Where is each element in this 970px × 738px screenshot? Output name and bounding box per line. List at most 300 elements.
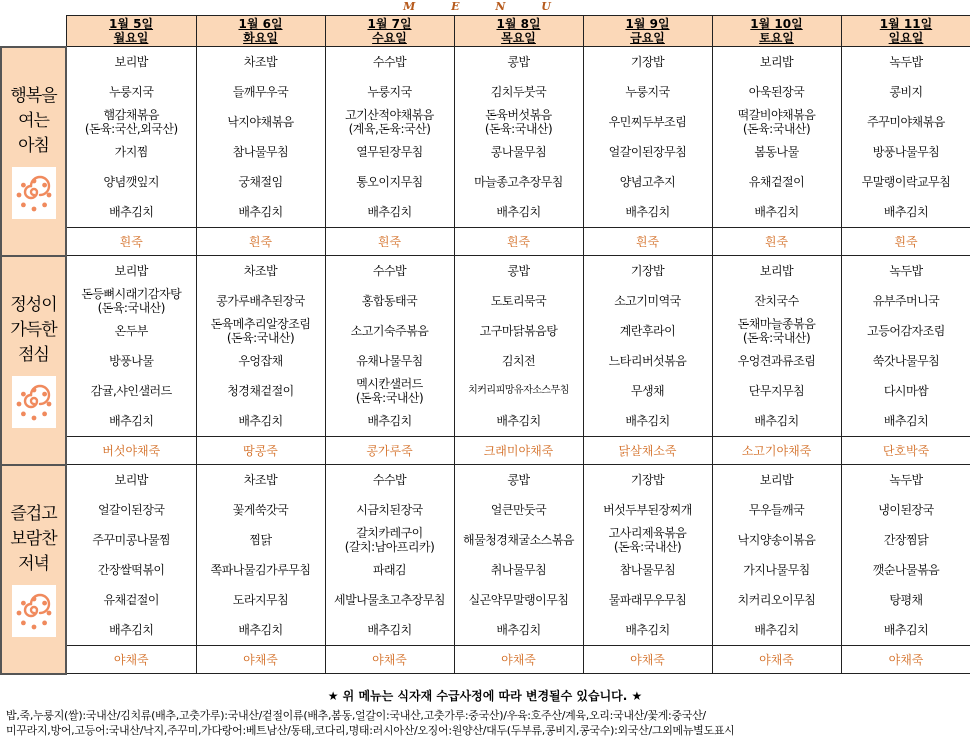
- day-date: 1월 8일: [496, 17, 541, 31]
- menu-cell: [841, 47, 970, 228]
- dish-name: 열무된장무침: [356, 145, 423, 159]
- menu-item: [713, 495, 841, 525]
- dish-name: 얼갈이된장국: [97, 503, 165, 517]
- extra-row: [1, 228, 970, 256]
- dish-name: 고구마닭볶음탕: [479, 324, 558, 338]
- menu-item: [584, 197, 712, 227]
- menu-item: [197, 316, 325, 346]
- porridge-item: 흰죽: [454, 228, 583, 256]
- dish-name: 도토리묵국: [490, 294, 547, 308]
- menu-item: [455, 316, 583, 346]
- dish-name: 참나물무침: [619, 563, 676, 577]
- menu-item: [584, 137, 712, 167]
- meal-name-line: 저녁: [18, 553, 49, 574]
- menu-item: [67, 495, 196, 525]
- menu-item: [67, 77, 196, 107]
- menu-item: [197, 197, 325, 227]
- porridge-item: 야채죽: [712, 646, 841, 674]
- meal-row: [1, 47, 970, 228]
- porridge-item: 크래미야채죽: [454, 437, 583, 465]
- dish-name: 꽃게쑥갓국: [232, 503, 289, 517]
- menu-item: [67, 585, 196, 615]
- dish-name: 떡갈비야채볶음: [737, 108, 816, 122]
- dish-name: 가지찜: [114, 145, 148, 159]
- meal-label-cell: [1, 256, 66, 465]
- day-weekday: 목요일: [501, 31, 536, 45]
- menu-item: [197, 555, 325, 585]
- menu-item: [67, 555, 196, 585]
- dish-name: 수수밥: [372, 55, 407, 69]
- day-header: [66, 16, 196, 47]
- menu-item: [455, 286, 583, 316]
- day-weekday: 일요일: [888, 31, 924, 45]
- menu-item: [713, 555, 841, 585]
- menu-item: [197, 465, 325, 495]
- dish-name: 잔치국수: [754, 294, 799, 308]
- menu-item: [713, 197, 841, 227]
- origin-line: 밥,죽,누룽지(쌀):국내산/김치류(배추,고춧가루):국내산/겉절이류(배추,봄동,얼갈이:국내산,고춧가루:중국산)/우육:호주산/계육,오리:국내산/꽃게:중국산/: [6, 709, 706, 722]
- dish-name: 배추김치: [754, 205, 799, 219]
- dish-name: 소고기숙주볶음: [350, 324, 429, 338]
- menu-item: [713, 615, 841, 645]
- menu-item: [584, 585, 712, 615]
- menu-item: [197, 376, 325, 406]
- dish-name: 우민찌두부조림: [608, 115, 687, 129]
- porridge-item: 흰죽: [583, 228, 712, 256]
- dish-name: 주꾸미콩나물찜: [92, 533, 171, 547]
- dish-name: 배추김치: [238, 414, 283, 428]
- menu-cell: [712, 47, 841, 228]
- meal-name-line: 행복을: [10, 85, 57, 106]
- dish-name: 배추김치: [109, 623, 154, 637]
- porridge-item: 땅콩죽: [196, 437, 325, 465]
- menu-item: [67, 197, 196, 227]
- menu-cell: [66, 256, 196, 437]
- dish-name: 물파래무우무침: [608, 593, 687, 607]
- menu-item: [842, 465, 970, 495]
- dish-name: 배추김치: [883, 205, 929, 219]
- porridge-item: 버섯야채죽: [66, 437, 196, 465]
- menu-item: [584, 615, 712, 645]
- menu-item: [67, 376, 196, 406]
- menu-item: [842, 77, 970, 107]
- dish-name: 돈채마늘종볶음: [737, 317, 816, 331]
- menu-item: [67, 167, 196, 197]
- dish-name: 소고기미역국: [614, 294, 681, 308]
- menu-cell: [583, 465, 712, 646]
- menu-item: [584, 107, 712, 137]
- dish-name: 배추김치: [109, 414, 154, 428]
- dish-name: 수수밥: [372, 264, 407, 278]
- meal-name-line: 즐겁고: [10, 503, 57, 524]
- menu-item: [842, 286, 970, 316]
- dish-name: 참나물무침: [232, 145, 289, 159]
- dish-name: 계란후라이: [619, 324, 676, 338]
- porridge-item: 흰죽: [196, 228, 325, 256]
- menu-item: [713, 406, 841, 436]
- menu-item: [842, 316, 970, 346]
- menu-item: [197, 137, 325, 167]
- dish-name: 보리밥: [759, 55, 794, 69]
- menu-item: [842, 107, 970, 137]
- menu-item: [67, 286, 196, 316]
- dish-name: 기장밥: [630, 55, 665, 69]
- menu-item: [197, 585, 325, 615]
- dish-name: 냉이된장국: [878, 503, 934, 517]
- day-header: [583, 16, 712, 47]
- dish-origin: (돈육:국내산): [484, 122, 553, 136]
- menu-item: [584, 376, 712, 406]
- day-header: [454, 16, 583, 47]
- meal-row: [1, 256, 970, 437]
- dish-name: 콩밥: [507, 55, 530, 69]
- dish-name: 통오이지무침: [356, 175, 423, 189]
- dish-name: 방풍나물: [109, 354, 154, 368]
- dish-origin: (갈치:남아프리카): [344, 540, 435, 554]
- menu-cell: [712, 256, 841, 437]
- dish-name: 보리밥: [759, 264, 794, 278]
- day-date: 1월 11일: [879, 17, 933, 31]
- dish-name: 다시마쌈: [883, 384, 929, 398]
- extra-row: [1, 437, 970, 465]
- dish-origin: (돈육:국내산): [742, 122, 811, 136]
- dish-name: 우엉잡채: [238, 354, 283, 368]
- porridge-item: 야채죽: [841, 646, 970, 674]
- menu-item: [455, 346, 583, 376]
- menu-item: [713, 47, 841, 77]
- menu-item: [326, 256, 454, 286]
- menu-item: [326, 376, 454, 406]
- menu-item: [67, 465, 196, 495]
- dish-name: 누룽지국: [367, 85, 412, 99]
- corner-cell: [1, 16, 66, 47]
- menu-item: [842, 406, 970, 436]
- menu-cell: [583, 256, 712, 437]
- menu-item: [326, 197, 454, 227]
- day-weekday: 월요일: [113, 31, 149, 45]
- menu-item: [67, 47, 196, 77]
- menu-cell: [66, 47, 196, 228]
- menu-item: [713, 376, 841, 406]
- day-header: [712, 16, 841, 47]
- menu-item: [326, 137, 454, 167]
- menu-item: [326, 286, 454, 316]
- porridge-item: 야채죽: [583, 646, 712, 674]
- day-date: 1월 7일: [367, 17, 412, 31]
- menu-item: [584, 47, 712, 77]
- menu-item: [455, 555, 583, 585]
- dish-name: 김치전: [501, 354, 536, 368]
- dish-name: 보리밥: [114, 55, 148, 69]
- menu-item: [713, 316, 841, 346]
- menu-item: [455, 376, 583, 406]
- dish-name: 돈등뼈시래기감자탕: [81, 287, 182, 301]
- dish-name: 보리밥: [114, 264, 148, 278]
- menu-item: [455, 585, 583, 615]
- menu-item: [842, 346, 970, 376]
- menu-item: [326, 525, 454, 555]
- dish-name: 유부주머니국: [872, 294, 940, 308]
- dish-name: 배추김치: [883, 414, 929, 428]
- menu-item: [326, 615, 454, 645]
- dish-origin: (돈육:국내산): [226, 331, 295, 345]
- menu-item: [67, 107, 196, 137]
- menu-item: [455, 197, 583, 227]
- meal-name: [2, 293, 65, 368]
- dish-name: 배추김치: [754, 414, 799, 428]
- meal-name-line: 여는: [18, 110, 49, 131]
- menu-item: [584, 167, 712, 197]
- origin-info: [6, 708, 968, 738]
- dish-name: 취나물무침: [490, 563, 547, 577]
- dish-name: 도라지무침: [232, 593, 289, 607]
- menu-item: [326, 167, 454, 197]
- menu-cell: [454, 47, 583, 228]
- dish-name: 세발나물초고추장무침: [334, 593, 445, 607]
- menu-item: [842, 555, 970, 585]
- dish-name: 차조밥: [243, 473, 278, 487]
- dish-name: 마늘종고추장무침: [474, 175, 563, 189]
- dish-name: 배추김치: [496, 205, 541, 219]
- dish-name: 배추김치: [754, 623, 799, 637]
- dish-name: 깻순나물볶음: [872, 563, 940, 577]
- dish-name: 봄동나물: [754, 145, 799, 159]
- dish-name: 차조밥: [243, 264, 278, 278]
- extra-row: [1, 646, 970, 674]
- dish-name: 배추김치: [496, 623, 541, 637]
- menu-item: [67, 615, 196, 645]
- dish-name: 배추김치: [109, 205, 154, 219]
- dish-name: 가지나물무침: [743, 563, 810, 577]
- menu-item: [584, 346, 712, 376]
- spiral-sun-icon: [12, 376, 56, 428]
- day-date: 1월 5일: [108, 17, 154, 31]
- menu-item: [326, 585, 454, 615]
- meal-name-line: 점심: [18, 344, 49, 365]
- menu-item: [67, 346, 196, 376]
- meal-name-line: 정성이: [10, 294, 57, 315]
- day-weekday: 화요일: [243, 31, 278, 45]
- porridge-item: 닭살채소죽: [583, 437, 712, 465]
- dish-name: 들깨무우국: [232, 85, 289, 99]
- menu-cell: [196, 256, 325, 437]
- porridge-item: 흰죽: [325, 228, 454, 256]
- menu-item: [842, 525, 970, 555]
- menu-item: [197, 167, 325, 197]
- dish-name: 콩가루배추된장국: [216, 294, 305, 308]
- menu-item: [584, 77, 712, 107]
- porridge-item: 야채죽: [325, 646, 454, 674]
- dish-name: 낙지야채볶음: [227, 115, 294, 129]
- menu-item: [326, 555, 454, 585]
- dish-origin: (돈육:국산,외국산): [84, 122, 178, 136]
- dish-name: 무우들깨국: [748, 503, 805, 517]
- dish-name: 배추김치: [625, 414, 670, 428]
- day-date: 1월 6일: [238, 17, 283, 31]
- meal-name: [2, 84, 65, 159]
- menu-item: [67, 256, 196, 286]
- dish-name: 고기산적야채볶음: [345, 108, 434, 122]
- origin-line: 미꾸라지,방어,고등어:국내산/낙지,주꾸미,가다랑어:베트남산/동태,코다리,명태:러시아산/오징어:원양산/대두(두부류,콩비지,콩국수):외국산/그외메뉴별도표시: [6, 724, 735, 737]
- dish-name: 콩밥: [507, 264, 530, 278]
- dish-name: 얼갈이된장무침: [608, 145, 687, 159]
- dish-name: 보리밥: [114, 473, 148, 487]
- dish-name: 콩밥: [507, 473, 530, 487]
- menu-item: [713, 525, 841, 555]
- dish-name: 김치두붓국: [490, 85, 547, 99]
- menu-cell: [841, 256, 970, 437]
- menu-item: [197, 47, 325, 77]
- menu-item: [842, 495, 970, 525]
- dish-name: 쪽파나물김가루무침: [210, 563, 311, 577]
- dish-name: 배추김치: [367, 205, 412, 219]
- dish-name: 얼큰만둣국: [490, 503, 547, 517]
- menu-item: [713, 585, 841, 615]
- dish-name: 치커리피망유자소스무침: [468, 385, 569, 396]
- menu-item: [455, 137, 583, 167]
- dish-name: 청경채겉절이: [227, 384, 294, 398]
- dish-name: 양념깻잎지: [103, 175, 159, 189]
- dish-name: 수수밥: [372, 473, 407, 487]
- menu-cell: [583, 47, 712, 228]
- dish-name: 실곤약무말랭이무침: [468, 593, 569, 607]
- menu-item: [455, 406, 583, 436]
- spiral-sun-icon: [12, 167, 56, 219]
- menu-item: [67, 137, 196, 167]
- meal-name-line: 아침: [18, 135, 49, 156]
- dish-name: 녹두밥: [889, 55, 923, 69]
- menu-item: [326, 77, 454, 107]
- dish-name: 배추김치: [625, 205, 670, 219]
- menu-cell: [325, 465, 454, 646]
- dish-name: 멕시칸샐러드: [356, 377, 423, 391]
- day-header: [325, 16, 454, 47]
- menu-item: [326, 346, 454, 376]
- dish-name: 콩비지: [889, 85, 923, 99]
- dish-name: 찜닭: [249, 533, 272, 547]
- dish-name: 유채겉절이: [103, 593, 159, 607]
- menu-item: [713, 256, 841, 286]
- menu-item: [326, 47, 454, 77]
- menu-item: [455, 525, 583, 555]
- porridge-item: 콩가루죽: [325, 437, 454, 465]
- day-header: [196, 16, 325, 47]
- dish-origin: (돈육:국내산): [97, 301, 165, 315]
- menu-item: [584, 495, 712, 525]
- menu-cell: [454, 256, 583, 437]
- dish-name: 녹두밥: [889, 264, 923, 278]
- porridge-item: 야채죽: [454, 646, 583, 674]
- dish-name: 아욱된장국: [748, 85, 805, 99]
- dish-name: 간장쌀떡볶이: [97, 563, 165, 577]
- menu-item: [713, 346, 841, 376]
- menu-item: [713, 107, 841, 137]
- menu-item: [197, 525, 325, 555]
- dish-name: 콩나물무침: [490, 145, 547, 159]
- menu-item: [197, 286, 325, 316]
- menu-item: [713, 465, 841, 495]
- dish-name: 기장밥: [630, 264, 665, 278]
- dish-name: 돈육버섯볶음: [485, 108, 552, 122]
- dish-name: 해물청경채굴소스볶음: [463, 533, 574, 547]
- menu-item: [67, 525, 196, 555]
- menu-item: [197, 346, 325, 376]
- porridge-item: 흰죽: [841, 228, 970, 256]
- dish-origin: (돈육:국내산): [742, 331, 811, 345]
- dish-name: 고사리제육볶음: [608, 526, 687, 540]
- spiral-sun-icon: [12, 585, 56, 637]
- menu-item: [842, 256, 970, 286]
- change-notice: ★ 위 메뉴는 식자재 수급사정에 따라 변경될수 있습니다. ★: [327, 689, 643, 703]
- menu-item: [842, 615, 970, 645]
- dish-name: 탕평채: [889, 593, 923, 607]
- dish-name: 햄감채볶음: [103, 108, 159, 122]
- menu-item: [713, 167, 841, 197]
- meal-label-cell: [1, 47, 66, 256]
- day-weekday: 토요일: [759, 31, 794, 45]
- dish-name: 배추김치: [496, 414, 541, 428]
- porridge-item: 흰죽: [66, 228, 196, 256]
- dish-name: 간장찜닭: [883, 533, 929, 547]
- menu-item: [197, 77, 325, 107]
- meal-name: [2, 502, 65, 577]
- dish-name: 배추김치: [883, 623, 929, 637]
- menu-item: [326, 316, 454, 346]
- menu-cell: [196, 47, 325, 228]
- dish-name: 누룽지국: [109, 85, 154, 99]
- menu-item: [197, 107, 325, 137]
- dish-name: 차조밥: [243, 55, 278, 69]
- menu-item: [584, 406, 712, 436]
- menu-cell: [454, 465, 583, 646]
- dish-name: 쑥갓나물무침: [872, 354, 940, 368]
- menu-item: [842, 47, 970, 77]
- dish-name: 배추김치: [367, 623, 412, 637]
- dish-name: 방풍나물무침: [872, 145, 940, 159]
- menu-cell: [196, 465, 325, 646]
- dish-name: 버섯두부된장찌개: [603, 503, 692, 517]
- dish-name: 보리밥: [759, 473, 794, 487]
- menu-title: M E N U: [403, 0, 567, 13]
- dish-name: 돈육메추리알장조림: [210, 317, 311, 331]
- menu-item: [67, 316, 196, 346]
- dish-name: 궁채절임: [238, 175, 283, 189]
- menu-item: [842, 137, 970, 167]
- menu-item: [197, 256, 325, 286]
- day-date: 1월 9일: [625, 17, 670, 31]
- dish-name: 배추김치: [238, 205, 283, 219]
- menu-item: [455, 47, 583, 77]
- menu-cell: [712, 465, 841, 646]
- menu-item: [455, 465, 583, 495]
- menu-item: [326, 465, 454, 495]
- menu-item: [584, 525, 712, 555]
- menu-item: [713, 286, 841, 316]
- dish-name: 우엉견과류조림: [737, 354, 816, 368]
- menu-item: [455, 495, 583, 525]
- menu-item: [842, 167, 970, 197]
- dish-name: 양념고추지: [619, 175, 676, 189]
- dish-origin: (계육,돈육:국산): [348, 122, 431, 136]
- menu-item: [713, 77, 841, 107]
- meal-name-line: 가득한: [10, 319, 57, 340]
- dish-name: 녹두밥: [889, 473, 923, 487]
- menu-item: [455, 615, 583, 645]
- dish-name: 홍합동태국: [361, 294, 418, 308]
- porridge-item: 단호박죽: [841, 437, 970, 465]
- menu-item: [584, 316, 712, 346]
- dish-name: 누룽지국: [625, 85, 670, 99]
